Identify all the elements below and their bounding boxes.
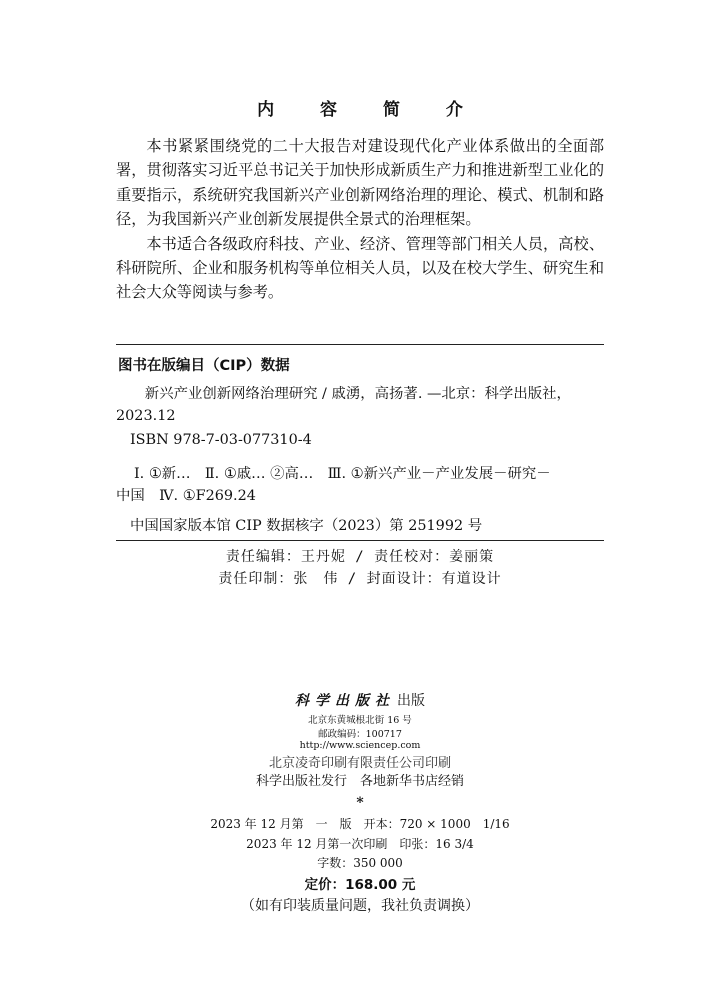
separator-star: * — [356, 795, 364, 811]
price-line: 定价：168.00 元 — [304, 877, 416, 893]
cip-data-number: 中国国家版本馆 CIP 数据核字（2023）第 251992 号 — [130, 518, 483, 534]
publisher-url: http://www.sciencep.com — [299, 740, 421, 751]
cip-heading: 图书在版编目（CIP）数据 — [118, 358, 290, 374]
cip-isbn: ISBN 978-7-03-077310-4 — [130, 432, 312, 448]
distribution-line: 科学出版社发行 各地新华书店经销 — [255, 774, 464, 789]
page-title: 内 容 简 介 — [257, 100, 483, 120]
cip-classification — [116, 463, 604, 507]
publisher-line — [0, 690, 720, 710]
intro-section — [116, 134, 604, 305]
intro-paragraph-2: 本书适合各级政府科技、产业、经济、管理等部门相关人员，高校、科研院所、企业和服务机构等单位相关人员，以及在校大学生、研究生和社会大众等阅读与参考。 — [116, 234, 604, 302]
editor-credits: 责任编辑：王丹妮 / 责任校对：姜丽策 — [225, 549, 495, 565]
word-count: 字数：350 000 — [317, 856, 403, 870]
cip-entry-line-1: 新兴产业创新网络治理研究 / 戚湧，高扬著. —北京：科学出版社， — [144, 386, 571, 402]
production-credits: 责任印制：张 伟 / 封面设计：有道设计 — [218, 571, 502, 587]
printer-line: 北京凌奇印刷有限责任公司印刷 — [268, 756, 451, 771]
quality-notice: （如有印装质量问题，我社负责调换） — [241, 898, 479, 914]
cip-class-line-1: Ⅰ. ①新… Ⅱ. ①戚… ②高… Ⅲ. ①新兴产业－产业发展－研究－ — [134, 466, 551, 482]
cip-top-rule — [116, 344, 604, 345]
intro-paragraph-1: 本书紧紧围绕党的二十大报告对建设现代化产业体系做出的全面部署，贯彻落实习近平总书记关于加快形成新质生产力和推进新型工业化的重要指示，系统研究我国新兴产业创新网络治理的理论、模式、机制和路径，为我国新兴产业创新发展提供全景式的治理框架。 — [116, 137, 604, 229]
publisher-address: 北京东黄城根北街 16 号 — [308, 715, 412, 726]
cip-class-line-2: 中国 Ⅳ. ①F269.24 — [116, 488, 256, 504]
publisher-suffix: 出版 — [397, 693, 425, 709]
edition-line-1: 2023 年 12 月第 一 版 开本：720 × 1000 1/16 — [210, 817, 510, 831]
publisher-zip: 邮政编码：100717 — [318, 729, 402, 740]
cip-entry-line-2: 2023.12 — [116, 408, 176, 424]
cip-bottom-rule — [116, 540, 604, 541]
publisher-logo: 科学出版社 — [295, 693, 395, 709]
edition-line-2: 2023 年 12 月第一次印刷 印张：16 3/4 — [246, 837, 474, 851]
cip-entry — [116, 383, 604, 427]
